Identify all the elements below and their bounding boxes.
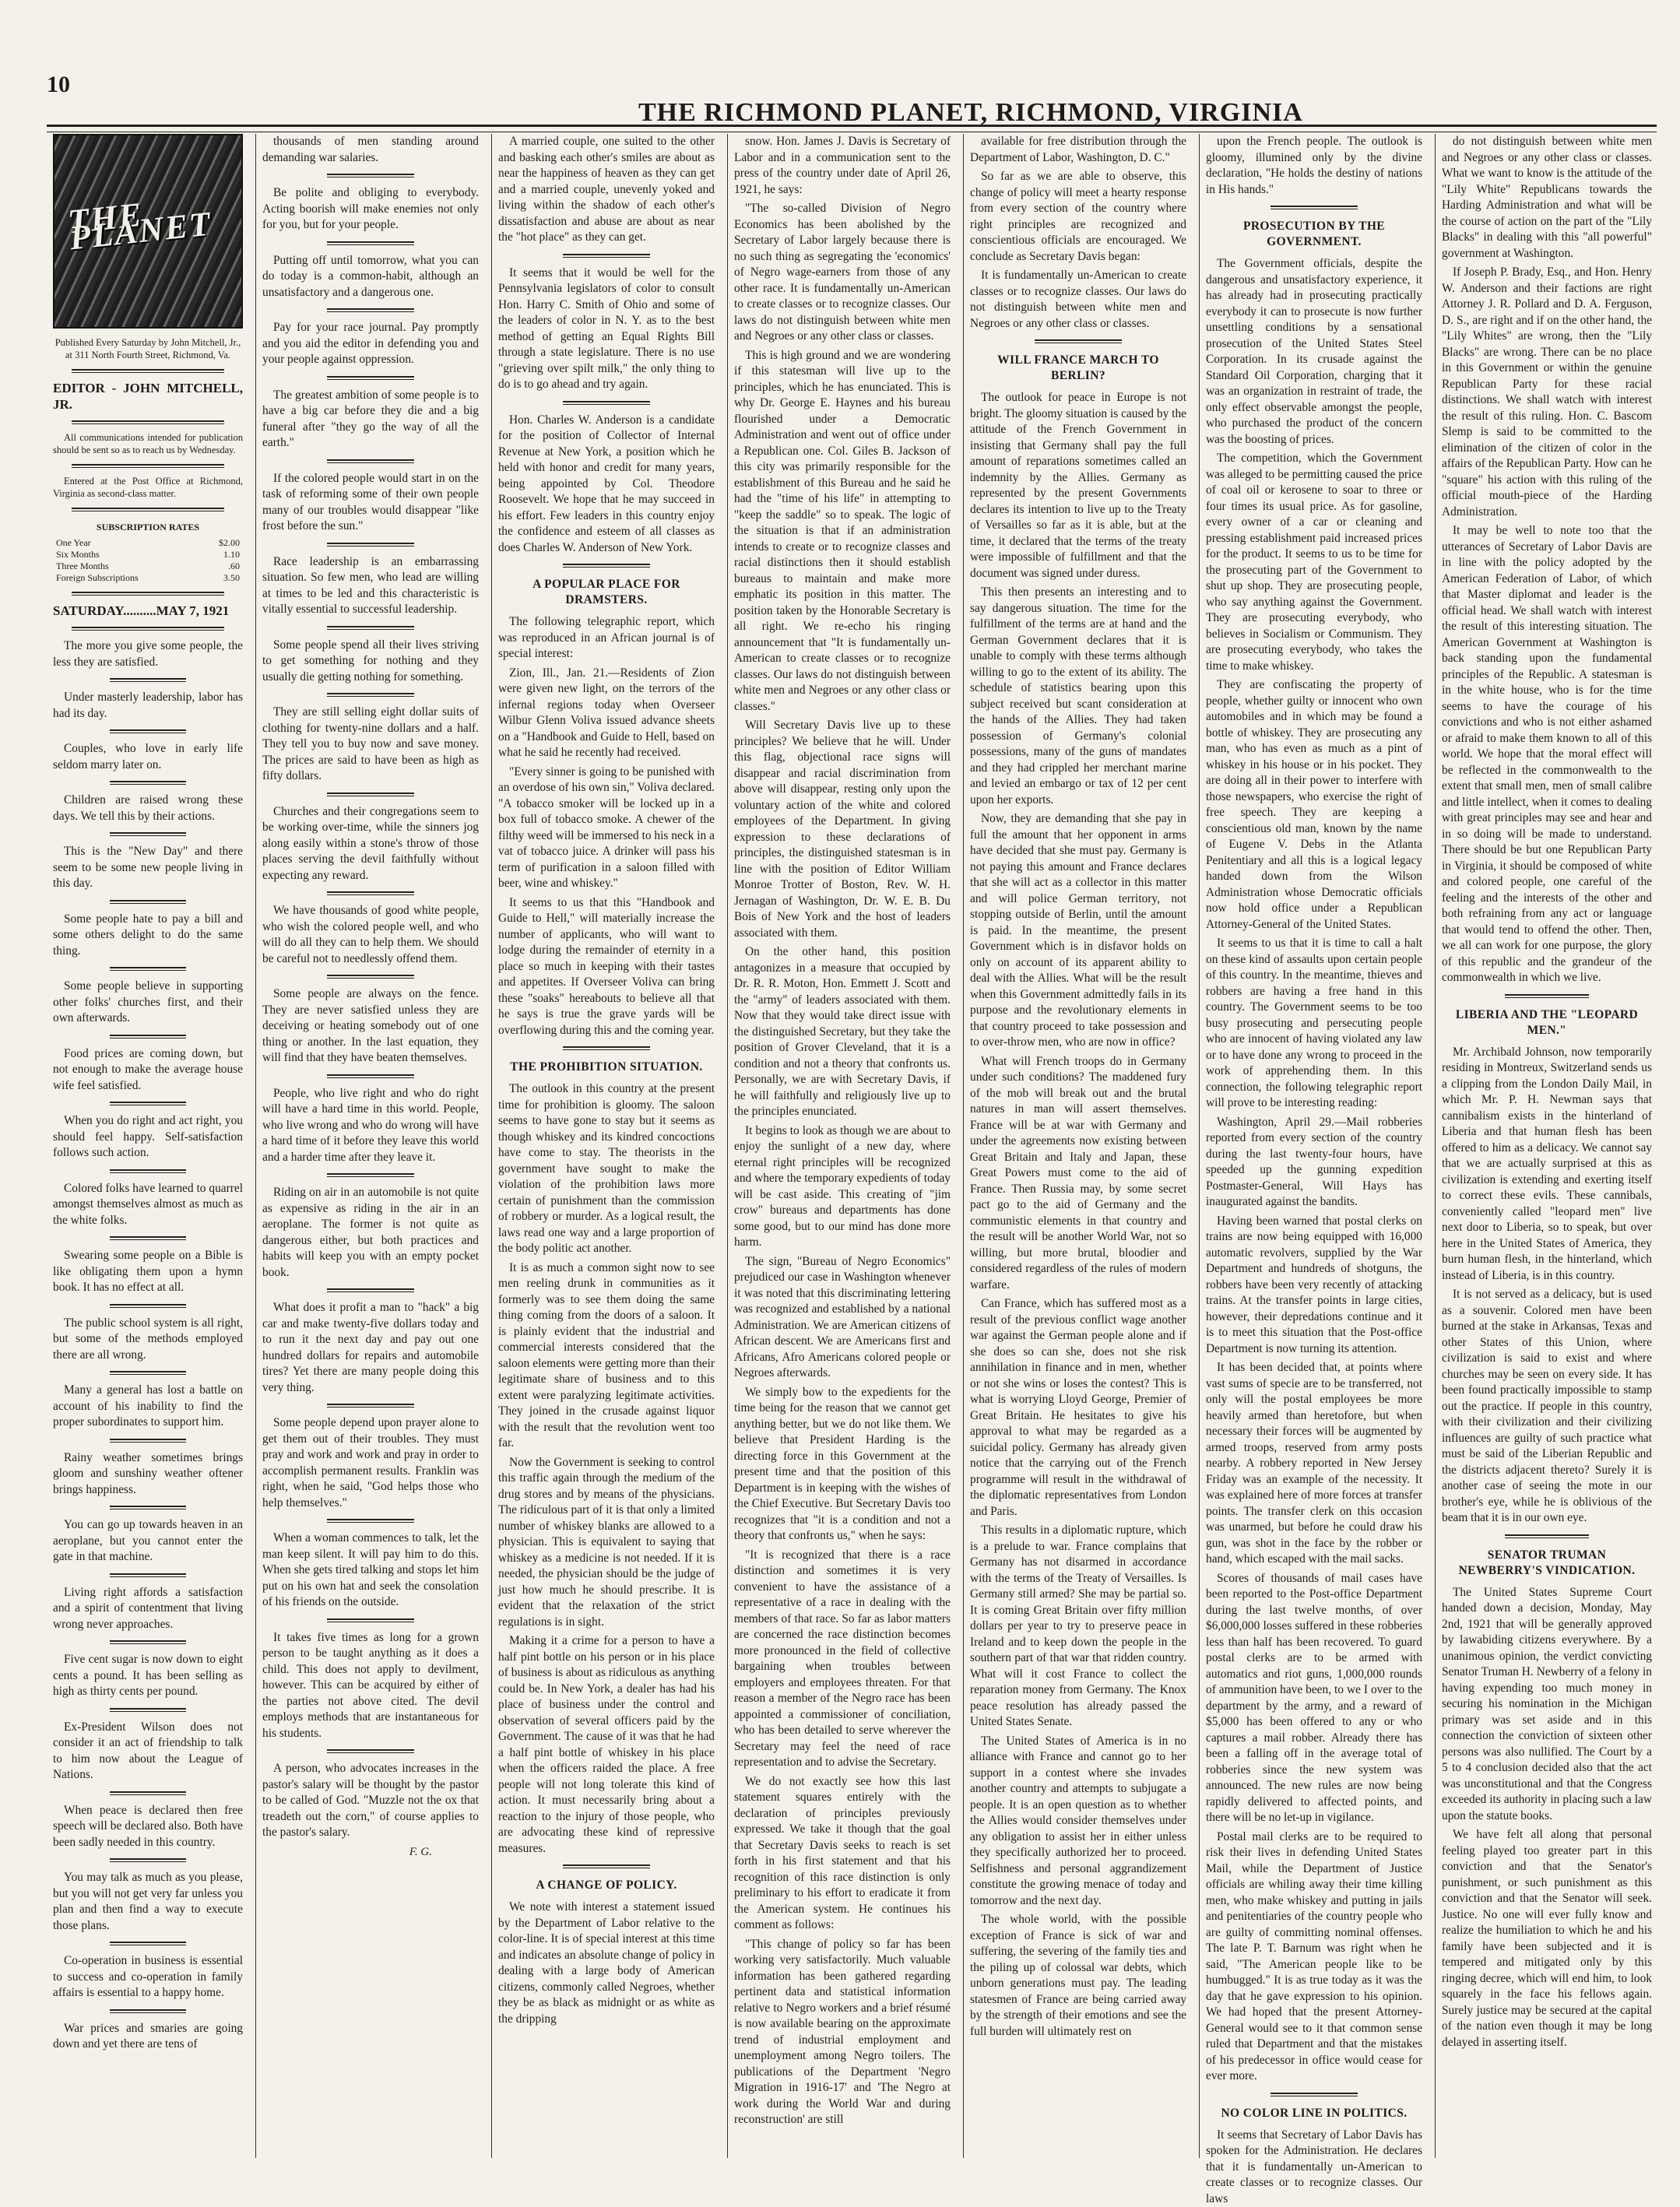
column-4	[727, 134, 957, 2158]
separator	[110, 1102, 186, 1105]
paragraph: Some people hate to pay a bill and some others delight to do the same thing.	[53, 912, 243, 960]
paragraph: It seems that Secretary of Labor Davis has spoken for the Administration. He declares that it is fundamentally un-American to create classes or to recognize classes. Our laws	[1206, 2128, 1422, 2207]
separator	[327, 1074, 413, 1078]
communications-note: All communications intended for publication should be sent so as to reach us by Wednesday.	[53, 432, 243, 456]
paragraph: If Joseph P. Brady, Esq., and Hon. Henry W. Anderson and their factions are right Attorney J. R. Pollard and D. A. Ferguson, D. S., are right and if on the other hand, the "Lily Whites" are wrong, then the "Lily Blacks" are wrong. There can be no place in this Government or within the genuine Republican Party for these racial distinctions. We shall watch with interest the result of this ruling. Hon. C. Bascom Slemp is said to be committed to the elimination of the citizen of color in the affairs of the Republican Party. How can he "square" his action with this ruling of the official mouth-piece of the Harding Administration.	[1442, 265, 1652, 520]
paragraph: Now, they are demanding that she pay in full the amount that her opponent in arms have decided that she must pay. Germany is not paying this amount and France declares that she will act as a collector in this matter and will police German territory, not stopping outside of Berlin, until the amount is paid. In the meantime, the present Government which is in disfavor holds on only on account of its apparent ability to deal with the Allies. What will be the result when this Government admittedly fails in its purpose and the revolutionary elements in that country proceed to take possession and to over-throw men, who are now in office?	[970, 811, 1186, 1051]
article-heading: PROSECUTION BY THE GOVERNMENT.	[1209, 219, 1419, 250]
paragraph: Rainy weather sometimes brings gloom and sunshiny weather oftener brings happiness.	[53, 1450, 243, 1499]
article-heading: LIBERIA AND THE "LEOPARD MEN."	[1445, 1007, 1649, 1038]
article-heading: THE PROHIBITION SITUATION.	[501, 1060, 712, 1075]
paragraph: We simply bow to the expedients for the time being for the reason that we cannot get anything better, but we do not like them. We believe that President Harding is the directing force in this Government at the present time and that the position of this Department is in keeping with the wishes of the Chief Executive. But Secretary Davis too recognizes that "it is a condition and not a theory that confronts us," when he says:	[734, 1385, 951, 1545]
rate-row: One Year $2.00	[56, 537, 240, 549]
paragraph: Some people are always on the fence. They are never satisfied unless they are deceiving or heating somebody out of one thing or another. In the last equation, they will find that they have beaten themselves.	[262, 986, 479, 1067]
paragraph: The following telegraphic report, which was reproduced in an African journal is of special interest:	[498, 614, 715, 662]
separator	[110, 1035, 186, 1038]
separator	[327, 459, 413, 463]
paragraph: It is fundamentally un-American to create classes or to recognize classes. Our laws do not distinguish between white men and Negroes or any other class or classes.	[970, 268, 1186, 332]
article-heading: SENATOR TRUMAN NEWBERRY'S VINDICATION.	[1445, 1548, 1649, 1579]
editorial-paragraphs	[262, 134, 479, 1841]
entered-note: Entered at the Post Office at Richmond, Virginia as second-class matter.	[53, 476, 243, 500]
subscription-rates-title: SUBSCRIPTION RATES	[53, 519, 243, 536]
paragraph: Living right affords a satisfaction and a spirit of contentment that living wrong never approaches.	[53, 1585, 243, 1633]
paragraph: The United States Supreme Court handed down a decision, Monday, May 2nd, 1921 that will be generally approved by lawabiding citizens everywhere. By a unanimous opinion, the verdict convicting Senator Truman H. Newberry of a felony in having expending too much money in securing his nomination in the Michigan primary was set aside and in this connection the conviction of sixteen other persons was also nullified. The Court by a 5 to 4 conclusion decided also that the act was unconstitutional and that the Congress exceeded its authority in placing such a law upon the statute books.	[1442, 1585, 1652, 1825]
rate-row: Three Months .60	[56, 561, 240, 572]
issue-date: SATURDAY..........MAY 7, 1921	[53, 603, 243, 620]
masthead: THE RICHMOND PLANET, RICHMOND, VIRGINIA	[638, 98, 1303, 128]
separator	[327, 174, 413, 177]
separator	[110, 1573, 186, 1577]
paragraph: It may be well to note too that the utterances of Secretary of Labor Davis are in line with the policy adopted by the American Federation of Labor, of which that Master diplomat and leader is the official head. We shall watch with interest the result of this interesting situation. The American Government at Washington is back standing upon the fundamental principles of the Republic. A statesman is in the white house, who is for the time seems to have the courage of his convictions and who is not either ashamed or afraid to make them known to all of this world. We hope that the moral effect will be reflected in the commonwealth to the extent that small men, men of small calibre and little intellect, when it comes to dealing with great principles may see and hear and in so doing will be made to understand. There should be but one Republican Party in Virginia, it should be composed of white and colored people, one careful of the feeling and the interests of the other and both refraining from any act or language that would tend to offend the other. Then, we all can work for one purpose, the glory of this republic and the grandeur of the commonwealth in which we live.	[1442, 523, 1652, 986]
separator	[1271, 2093, 1357, 2096]
article-heading: A CHANGE OF POLICY.	[501, 1878, 712, 1893]
paragraph: We have thousands of good white people, who wish the colored people well, and who will do all they can to help them. We should be careful not to needlessly offend them.	[262, 903, 479, 967]
separator	[327, 308, 413, 312]
paragraph: This results in a diplomatic rupture, which is a prelude to war. France complains that Germany has not disarmed in accordance with the terms of the Treaty of Versailles. Is Germany still armed? She may be partial so. It is coming Great Britain over fifty million dollars per year to try to preserve peace in Ireland and to keep down the people in the southern part of that war that ridden country. What will it cost France to collect the reparation money from Germany. The Knox peace resolution has already passed the United States Senate.	[970, 1523, 1186, 1731]
separator	[1035, 339, 1121, 343]
paragraph: It seems to us that this "Handbook and Guide to Hell," will materially increase the number of applicants, who will want to lodge during the remainder of eternity in a place so much in keeping with their tastes and appetites. If Overseer Voliva can bring these "soaks" hereabouts to believe all that he says is true the grave yards will be overflowing during this and the coming year.	[498, 895, 715, 1039]
paragraph: Children are raised wrong these days. We tell this by their actions.	[53, 792, 243, 824]
publisher-info: Published Every Saturday by John Mitchell, Jr., at 311 North Fourth Street, Richmond, Va.	[53, 336, 243, 361]
page-number: 10	[47, 72, 70, 98]
column-5	[963, 134, 1193, 2158]
editor-line: EDITOR - JOHN MITCHELL, JR.	[53, 381, 243, 413]
paragraph: We note with interest a statement issued by the Department of Labor relative to the color-line. It is of special interest at this time and indicates an absolute change of policy in dealing with a large body of American citizens, commonly called Negroes, whether they be as black as midnight or as white as the dripping	[498, 1899, 715, 2027]
article-heading: WILL FRANCE MARCH TO BERLIN?	[973, 353, 1183, 384]
separator	[72, 464, 223, 468]
separator	[327, 1173, 413, 1177]
separator	[110, 1236, 186, 1240]
paragraph: It takes five times as long for a grown person to be taught anything as it does a child. This does not apply to devilment, however. This can be acquired by either of the parties not above cited. The devil employs methods that are instantaneous for his students.	[262, 1630, 479, 1742]
paragraph: Five cent sugar is now down to eight cents a pound. It has been selling as high as thirty cents per pound.	[53, 1652, 243, 1700]
column-3	[491, 134, 721, 2158]
paragraph: This is high ground and we are wondering if this statesman will live up to the principles, which he has enunciated. This is why Dr. George E. Haynes and his bureau flourished under a Democratic Administration and went out of office under a Republican one. Col. Giles B. Jackson of this city was primarily responsible for the establishment of this Bureau and he said he had the "time of his life" in attempting to "keep the saddle" so to speak. The logic of the situation is that if an administration intends to create or to recognize classes and racial distinctions then it should establish bureaus to maintain and make more emphatic its position in this matter. The position taken by the Honorable Secretary is all right. We re-echo his ringing announcement that "It is fundamentally un-American to create classes or to recognize classes. Our laws do not distinguish between white men and Negroes or any other class or classes."	[734, 348, 951, 715]
separator	[110, 832, 186, 836]
article-heading: A POPULAR PLACE FOR DRAMSTERS.	[501, 577, 712, 608]
signature: F. G.	[262, 1844, 479, 1861]
separator	[1505, 994, 1589, 998]
column-6	[1199, 134, 1429, 2158]
paragraph: "The so-called Division of Negro Economics has been abolished by the Secretary of Labor largely because there is no such thing as segregating the 'economics' of Negro wage-earners from those of any other race. It is fundamentally un-American to create classes or to recognize classes. Our laws do not distinguish between white men and Negroes or any other class or classes.	[734, 201, 951, 345]
paragraph: available for free distribution through the Department of Labor, Washington, D. C."	[970, 134, 1186, 166]
separator	[110, 967, 186, 971]
paragraph: upon the French people. The outlook is gloomy, illumined only by the divine declaration, "He holds the destiny of nations in His hands."	[1206, 134, 1422, 198]
separator	[327, 792, 413, 796]
separator	[327, 241, 413, 245]
separator	[72, 369, 223, 373]
separator	[110, 678, 186, 682]
paragraph: It is not served as a delicacy, but is used as a souvenir. Colored men have been burned at the stake in Arkansas, Texas and other States of this Union, where civilization is said to exist and where churches may be seen on every side. It has been found practically impossible to stamp out the practice. If people in this country, with their civilization and their civilizing influences are guilty of such practice what must be said of the Liberian Republic and the districts adjacent thereto? Surely it is another case of seeing the mote in our brother's eye, while he is oblivious of the beam that it is in our own eye.	[1442, 1287, 1652, 1527]
paragraph: Pay for your race journal. Pay promptly and you aid the editor in defending you and your people against oppression.	[262, 320, 479, 368]
paragraph: Will Secretary Davis live up to these principles? We believe that he will. Under this flag, objectional race signs will disappear and racial discrimination from above will disappear, resting only upon the voluntary action of the white and colored employees of the Department. In giving expression to these declarations of principles, the distinguished statesman is in line with the position of Editor William Monroe Trotter of Boston, Rev. W. H. Jernagan of Washington, Dr. W. E. B. Du Bois of New York and the host of leaders associated with them.	[734, 718, 951, 941]
paragraph: It has been decided that, at points where vast sums of specie are to be transferred, not only will the postal employees be more heavily armed than heretofore, but when necessary their forces will be augmented by armed troops, reserved from army posts nearby. A robbery reported in New Jersey Friday was an example of the necessity. It was explained here of more forces at transfer points. The transfer clerk on this occasion was unarmed, but before he could draw his gun, was shot in the face by the robber or hand, which escaped with the mail sacks.	[1206, 1360, 1422, 1568]
paragraph: "Every sinner is going to be punished with an overdose of his own sin," Voliva declared. "A tobacco smoker will be locked up in a box full of tobacco smoke. A chewer of the filthy weed will be immersed to his neck in a vat of tobacco juice. A drinker will pass his term of purification in a saloon filled with beer, wine and whiskey."	[498, 764, 715, 892]
separator	[327, 1288, 413, 1292]
separator	[563, 1046, 649, 1050]
paragraph: We do not exactly see how this last statement squares entirely with the declaration of principles previously expressed. We take it though that the goal that Secretary Davis seeks to reach is set forth in his first statement and that his recognition of this race distinction is only preliminary to his effort to eradicate it from the American system. He continues his comment as follows:	[734, 1774, 951, 1934]
paragraph: What does it profit a man to "hack" a big car and make twenty-five dollars today and to run it the next day and pay out one hundred dollars for repairs and automobile tires? Yet there are many people doing this very thing.	[262, 1300, 479, 1396]
paragraph: When you do right and act right, you should feel happy. Self-satisfaction follows such action.	[53, 1113, 243, 1161]
column-1	[47, 134, 249, 2158]
separator	[72, 592, 223, 596]
paragraph: Colored folks have learned to quarrel amongst themselves almost as much as the white folks.	[53, 1181, 243, 1229]
paragraph: Race leadership is an embarrassing situation. So few men, who lead are willing at times to be led and this characteristic is vitally essential to successful leadership.	[262, 554, 479, 618]
paragraph: Zion, Ill., Jan. 21.—Residents of Zion were given new light, on the terrors of the infernal regions today when Overseer Wilbur Glenn Voliva issued advance sheets on a "Handbook and Guide to Hell, based on what he said he recently had received.	[498, 666, 715, 761]
paragraph: Churches and their congregations seem to be working over-time, while the sinners jog along easily within a stone's throw of those places serving the devil faithfully without expecting any reward.	[262, 804, 479, 884]
paragraph: It seems to us that it is time to call a halt on these kind of assaults upon certain people of this country. In the meantime, thieves and robbers are having a free hand in this country. The Government seems to be too busy prosecuting and persecuting people who are innocent of having violated any law or to have done any wrong to proceed in the work of apprehending them. In this connection, the following telegraphic report will prove to be interesting reading:	[1206, 936, 1422, 1112]
separator	[327, 543, 413, 546]
editorial-paragraphs	[53, 638, 243, 2053]
separator	[110, 1506, 186, 1509]
paragraph: They are still selling eight dollar suits of clothing for twenty-nine dollars and a half. They tell you to buy now and save money. The prices are said to have been as high as fifty dollars.	[262, 705, 479, 785]
paragraph: Under masterly leadership, labor has had its day.	[53, 690, 243, 722]
separator	[327, 626, 413, 630]
rate-row: Six Months 1.10	[56, 549, 240, 561]
separator	[1505, 1534, 1589, 1538]
paragraph: On the other hand, this position antagonizes in a measure that occupied by Dr. R. R. Moton, Hon. Emmett J. Scott and the "army" of leaders associated with them. Now that they would take direct issue with the distinguished Secretary, but they take the position of Grover Cleveland, that it is a condition and not a theory that confronts us. Personally, we are with Secretary Davis, if he will faithfully and religiously live up to the principles enunciated.	[734, 944, 951, 1120]
separator	[72, 627, 223, 631]
subscription-rates	[56, 537, 240, 584]
paragraph: Making it a crime for a person to have a half pint bottle on his person or in his place of business is about as ridiculous as anything could be. In New York, a dealer has had his place of business under the control and observation of several officers paid by the Government. The cause of it was that he had a half pint bottle of whiskey in his place when the officers raided the place. A free people will not long tolerate this kind of action. It must necessarily bring about a reaction to the injury of those people, who are advocating these kind of repressive measures.	[498, 1633, 715, 1857]
paragraph: They are confiscating the property of people, whether guilty or innocent who own automobiles and in which may be found a bottle of whiskey. They are prosecuting any man, who has even as much as a pint of whiskey in his house or in his pocket. They are doing all in their power to interfere with those newspapers, who exercise the right of free speech. They are keeping a conscientious old man, known by the name of Eugene V. Debs in the Atlanta Penitentiary and all this is a logical legacy handed down from the Wilson Administration whose Democratic officials now hold office under a Republican Attorney-General of the United States.	[1206, 677, 1422, 933]
paragraph: Can France, which has suffered most as a result of the previous conflict wage another war against the German people alone and if she does so can she, does not she risk annihilation in finance and in men, whether or not she wins or loses the contest? This is what is worrying Lloyd George, Premier of Great Britain. He hesitates to give his approval to what may be regarded as a suicidal policy. Germany has already given notice that the carrying out of the French programme will result in the withdrawal of the diplomatic representatives from London and Paris.	[970, 1296, 1186, 1520]
separator	[327, 1749, 413, 1753]
paragraph: The outlook in this country at the present time for prohibition is gloomy. The saloon seems to have gone to stay but it seems as though whiskey and its kindred concoctions have come to stay. The theorists in the government have sought to make the violation of the prohibition laws more certain of punishment than the commission of robbery or murder. As a logical result, the laws read one way and a large proportion of the body politic act another.	[498, 1081, 715, 1257]
paragraph: Many a general has lost a battle on account of his inability to find the proper subordinates to support him.	[53, 1383, 243, 1431]
separator	[110, 1791, 186, 1795]
paragraph: Mr. Archibald Johnson, now temporarily residing in Montreux, Switzerland sends us a clipping from the London Daily Mail, in which Mr. P. H. Newman says that cannibalism exists in the hinterland of Liberia and that human flesh has been offered to him as a delicacy. We cannot say that we are actually surprised at this as civilization is extending and exerting itself to correct these evils. These cannibals, conveniently called "leopard men" live next door to Liberia, so to speak, but over here in the United States of America, they burn human flesh, in the hinterland, which instead of Liberia, is in this country.	[1442, 1045, 1652, 1284]
paragraph: thousands of men standing around demanding war salaries.	[262, 134, 479, 166]
paragraph: Putting off until tomorrow, what you can do today is a common-habit, although an unsatisfactory and a dangerous one.	[262, 253, 479, 301]
paragraph: It is as much a common sight now to see men reeling drunk in communities as it formerly was to see them doing the same thing coming from the doors of a saloon. It is plainly evident that the industrial and commercial interests considered that the saloon elements were getting more than their legitimate share of business and to this extent were paralyzing legitimate activities. They joined in the crusade against liquor with the result that the revolution went too far.	[498, 1260, 715, 1452]
paragraph: People, who live right and who do right will have a hard time in this world. People, who live wrong and who do wrong will have a hard time of it before they leave this world and a harder time after they leave it.	[262, 1086, 479, 1166]
separator	[327, 975, 413, 979]
paragraph: Having been warned that postal clerks on trains are now being equipped with 16,000 automatic revolvers, supplied by the War Department and hundreds of shotguns, the robbers have been very recently of attacking trains. At the transfer points in large cities, however, their depredations continue and it is to meet this situation that the Post-office Department is now turning its attention.	[1206, 1214, 1422, 1358]
separator	[563, 401, 649, 405]
columns	[47, 134, 1658, 2158]
masthead-rule	[47, 125, 1657, 132]
paragraph: Hon. Charles W. Anderson is a candidate for the position of Collector of Internal Revenue at New York, a position which he held with honor and credit for many years, being appointed by Col. Theodore Roosevelt. We hope that he may succeed in his effort. Few leaders in this country enjoy the confidence and esteem of all classes as does Charles W. Anderson of New York.	[498, 413, 715, 557]
paragraph: What will French troops do in Germany under such conditions? The maddened fury of the mob will break out and the brutal natures in man will assert themselves. France will be at war with Germany and under the agreements now existing between Great Britain and Italy and Japan, these Great Powers must come to the aid of France. Then Russia may, by some secret pact go to the aid of Germany and the communistic elements in that country and the result will be another World War, not so willing, but more brutal, bloodier and considered regardless of the rules of modern warfare.	[970, 1054, 1186, 1294]
paragraph: The Government officials, despite the dangerous and unsatisfactory experience, it has already had in prosecuting practically everybody it can to prosecute is now further unsettling conditions by a sensational prosecution of the United States Steel Corporation. In its crusade against the Standard Oil Corporation, charging that it was an organization in restraint of trade, the only effect observable amongst the people, who purchased the product of the concern was the boosting of prices.	[1206, 256, 1422, 448]
paragraph: The outlook for peace in Europe is not bright. The gloomy situation is caused by the attitude of the French Government in insisting that Germany shall pay the full amount of reparations sometimes called an indemnity by the Allies. Germany as represented by the present Governments declares its intention to live up to the Treaty of Versailles so far as it is able, but at the time, it declared that the terms of the treaty were impossible of fulfillment and that the document was signed under duress.	[970, 390, 1186, 582]
separator	[110, 781, 186, 785]
separator	[110, 1371, 186, 1375]
paragraph: Swearing some people on a Bible is like obligating them upon a hymn book. It has no effect at all.	[53, 1248, 243, 1296]
paragraph: The more you give some people, the less they are satisfied.	[53, 638, 243, 670]
paragraph: Co-operation in business is essential to success and co-operation in family affairs is essential to a happy home.	[53, 1953, 243, 2001]
paragraph: The competition, which the Government was alleged to be permitting caused the price of coal oil or kerosene to soar to three or four times its usual price. As for gasoline, every owner of a car or cleaning and pressing establishment paid increased prices for the product. It seems to us to be time for the prosecuting part of the Government to shut up shop. They are prosecuting people, who say anything against the Government. They are prosecuting everybody, who believes in Socialism or Communism. They are prosecuting everybody, who takes the time to make whiskey.	[1206, 451, 1422, 674]
paragraph: The United States of America is in no alliance with France and cannot go to her support in a contest where she invades another country and attempts to subjugate a people. It is an open question as to whether the Allies would consider themselves under any obligation to assist her in either unless they specifically authorized her to proceed. Selfishness and personal aggrandizement constitute the growing menace of today and tomorrow and the next day.	[970, 1734, 1186, 1910]
separator	[110, 1858, 186, 1862]
paragraph: We have felt all along that personal feeling played too greater part in this conviction and that the Senator's punishment, or such punishment as this conviction and that the Senator will seek. Justice. No one will ever fully know and realize the humiliation to which he and his family have been subjected and it is tempered and mitigated only by this ringing decree, which will end him, to look squarely in the face his fellows again. Surely justice may be secured at the capital of the nation even though it may be long delayed in asserting itself.	[1442, 1827, 1652, 2051]
paragraph: This is the "New Day" and there seem to be some new people living in this day.	[53, 844, 243, 892]
paragraph: So far as we are able to observe, this change of policy will meet a hearty response from every section of the country where right principles are recognized and conscientious officials are encouraged. We conclude as Secretary Davis began:	[970, 169, 1186, 265]
paragraph: Some people believe in supporting other folks' churches first, and their own afterwards.	[53, 979, 243, 1027]
paragraph: Washington, April 29.—Mail robberies reported from every section of the country during the last twenty-four hours, have speeded up the gunning expedition Postmaster-General, Will Hays has inaugurated against the bandits.	[1206, 1115, 1422, 1211]
rate-row: Foreign Subscriptions 3.50	[56, 572, 240, 584]
separator	[110, 729, 186, 733]
paragraph: When a woman commences to talk, let the man keep silent. It will pay him to do this. When she gets tired talking and stops let him put on his own hat and seek the consolation of his friends on the outside.	[262, 1530, 479, 1611]
paragraph: It seems that it would be well for the Pennsylvania legislators of color to consult Hon. Harry C. Smith of Ohio and some of the leaders of color in N. Y. as to the best method of getting an Equal Rights Bill through a state legislature. There is no use "grieving over spilt milk," the only thing to do is to go ahead and try again.	[498, 265, 715, 393]
paragraph: Now the Government is seeking to control this traffic again through the medium of the drug stores and by means of the physicians. The ridiculous part of it is that only a limited number of whiskey blanks are allowed to a physician. This is equivalent to saying that whiskey as a medicine is not needed. If it is needed, the physician should be the judge of just how much he should prescribe. It is evident that the relaxation of the strict regulations is in sight.	[498, 1455, 715, 1631]
separator	[327, 693, 413, 697]
paragraph: Some people depend upon prayer alone to get them out of their troubles. They must pray and work and work and pray in order to accomplish permanent results. Franklin was right, when he said, "God helps those who help themselves."	[262, 1415, 479, 1511]
paragraph: do not distinguish between white men and Negroes or any other class or classes. What we want to know is the attitude of the "Lily White" Republicans towards the Harding Administration and what will be the course of action on the part of the "Lily Blacks" in dealing with this "all powerful" government at Washington.	[1442, 134, 1652, 262]
article-heading: NO COLOR LINE IN POLITICS.	[1209, 2106, 1419, 2121]
separator	[110, 2009, 186, 2013]
paragraph: A person, who advocates increases in the pastor's salary will be thought by the pastor to be called of God. "Muzzle not the ox that treadeth out the corn," of course applies to the pastor's salary.	[262, 1761, 479, 1841]
separator	[72, 420, 223, 424]
planet-logo	[53, 134, 243, 329]
paragraph: Some people spend all their lives striving to get something for nothing and they usually die getting nothing for something.	[262, 638, 479, 686]
paragraph: Postal mail clerks are to be required to risk their lives in defending United States Mail, while the Department of Justice officials are whiling away their time killing men, who make whiskey and putting in jails and penitentiaries of the country people who are guilty of committing nominal offenses. The late P. T. Barnum was right when he said, "The American people like to be humbugged." It is as true today as it was the day that he gave expression to his opinion. We had hoped that the present Attorney-General would see to it that common sense ruled that Department and that the mistakes of his predecessor in office would cease for ever more.	[1206, 1829, 1422, 2085]
paragraph: The greatest ambition of some people is to have a big car before they die and a big funeral after "they go the way of all the earth."	[262, 388, 479, 452]
separator	[110, 1169, 186, 1173]
separator	[563, 254, 649, 258]
paragraph: Food prices are coming down, but not enough to make the average house wife feel satisfied.	[53, 1046, 243, 1095]
paragraph: Riding on air in an automobile is not quite as expensive as riding in the air in an aeroplane. The former is not quite as dangerous either, but both practices and habits will keep you with an empty pocket book.	[262, 1185, 479, 1281]
separator	[563, 564, 649, 568]
separator	[110, 1304, 186, 1308]
paragraph: A married couple, one suited to the other and basking each other's smiles are about as near the happiness of heaven as they can get and a married couple, unevenly yoked and living within the shadow of each other's dissatisfaction and abuse are about as near the "hot place" as they can get.	[498, 134, 715, 246]
paragraph: Ex-President Wilson does not consider it an act of friendship to talk to him now about the League of Nations.	[53, 1720, 243, 1784]
separator	[327, 891, 413, 895]
separator	[110, 1439, 186, 1443]
paragraph: The whole world, with the possible exception of France is sick of war and suffering, the severing of the family ties and the piling up of colossal war debts, which unborn generations must pay. The leading statesmen of France are being carried away by the strength of their emotions and see the full burden will ultimately rest on	[970, 1912, 1186, 2040]
paragraph: Be polite and obliging to everybody. Acting boorish will make enemies not only for you, but for your people.	[262, 185, 479, 234]
paragraph: snow. Hon. James J. Davis is Secretary of Labor and in a communication sent to the press of the country under date of April 26, 1921, he says:	[734, 134, 951, 198]
paragraph: If the colored people would start in on the task of reforming some of their own people many of our troubles would disappear "like frost before the sun."	[262, 471, 479, 535]
paragraph: Scores of thousands of mail cases have been reported to the Post-office Department during the last twelve months, of over $6,000,000 losses suffered in these robberies less than half has been recovered. To guard postal clerks are to be armed with automatics and riot guns, 1,000,000 rounds of ammunition have been, to we I over to the department by the army, and a reward of $5,000 has been offered to any or who captures a mail robber. Already there has been a falling off in the average total of robberies since the new system was announced. The new rules are now being rapidly delivered to affected points, and there will be no let-up in vigilance.	[1206, 1571, 1422, 1826]
paragraph: The sign, "Bureau of Negro Economics" prejudiced our case in Washington whenever it was noted that this discriminating lettering was recognized and established by a national Administration. We are American citizens of African descent. We are Americans first and Africans, Afro Americans colored people or Negroes afterwards.	[734, 1254, 951, 1382]
paragraph: You can go up towards heaven in an aeroplane, but you cannot enter the gate in that machine.	[53, 1517, 243, 1566]
separator	[110, 1640, 186, 1644]
separator	[563, 1864, 649, 1868]
column-2	[255, 134, 485, 2158]
separator	[110, 1708, 186, 1712]
separator	[327, 1519, 413, 1523]
separator	[1271, 206, 1357, 209]
paragraph: It begins to look as though we are about to enjoy the sunlight of a new day, where eternal right principles will be recognized and where the temporary expedients of today will be cast aside. This creating of "jim crow" bureaus and departments has done some good, but to our mind has done more harm.	[734, 1123, 951, 1251]
paragraph: This then presents an interesting and to say dangerous situation. The time for the fulfillment of the terms are at hand and the German Government declares that it is unable to comply with these terms although willing to go to the extent of its ability. The schedule of statistics bearing upon this subject received but scant consideration at the hands of the Allies. They had taken possession of Germany's colonial possessions, many of the guns of mandates and they had crippled her merchant marine and levied an embargo or tax of 12 per cent upon her exports.	[970, 585, 1186, 808]
separator	[327, 1404, 413, 1407]
paragraph: When peace is declared then free speech will be declared also. Both have been sadly needed in this country.	[53, 1803, 243, 1851]
paragraph: The public school system is all right, but some of the methods employed there are all wrong.	[53, 1316, 243, 1364]
logo-word: THE PLANET	[67, 197, 242, 247]
separator	[72, 508, 223, 511]
paragraph: "It is recognized that there is a race distinction and sometimes it is very convenient to have the assistance of a representative of a race in dealing with the members of that race. So far as labor matters are concerned the race distinction becomes more pronounced in the field of collective bargaining when troubles between employers and employees threaten. For that reason a member of the Negro race has been appointed a commissioner of conciliation, who has been detailed to serve wherever the Secretary may feel the need of race representation and to advise the Secretary.	[734, 1548, 951, 1771]
paragraph: War prices and smaries are going down and yet there are tens of	[53, 2021, 243, 2053]
separator	[327, 1618, 413, 1622]
separator	[327, 376, 413, 380]
separator	[110, 900, 186, 904]
paragraph: You may talk as much as you please, but you will not get very far unless you plan and then find a way to execute those plans.	[53, 1870, 243, 1934]
column-7	[1435, 134, 1658, 2158]
paragraph: Couples, who love in early life seldom marry later on.	[53, 741, 243, 773]
paragraph: "This change of policy so far has been working very satisfactorily. Much valuable information has been gathered regarding pertinent data and statistical information relative to Negro workers and a brief résumé is now available bearing on the approximate trend of industrial employment and unemployment among Negro toilers. The publications of the Department 'Negro Migration in 1916-17' and 'The Negro at work during the World War and during reconstruction' are still	[734, 1937, 951, 2128]
separator	[110, 1942, 186, 1945]
